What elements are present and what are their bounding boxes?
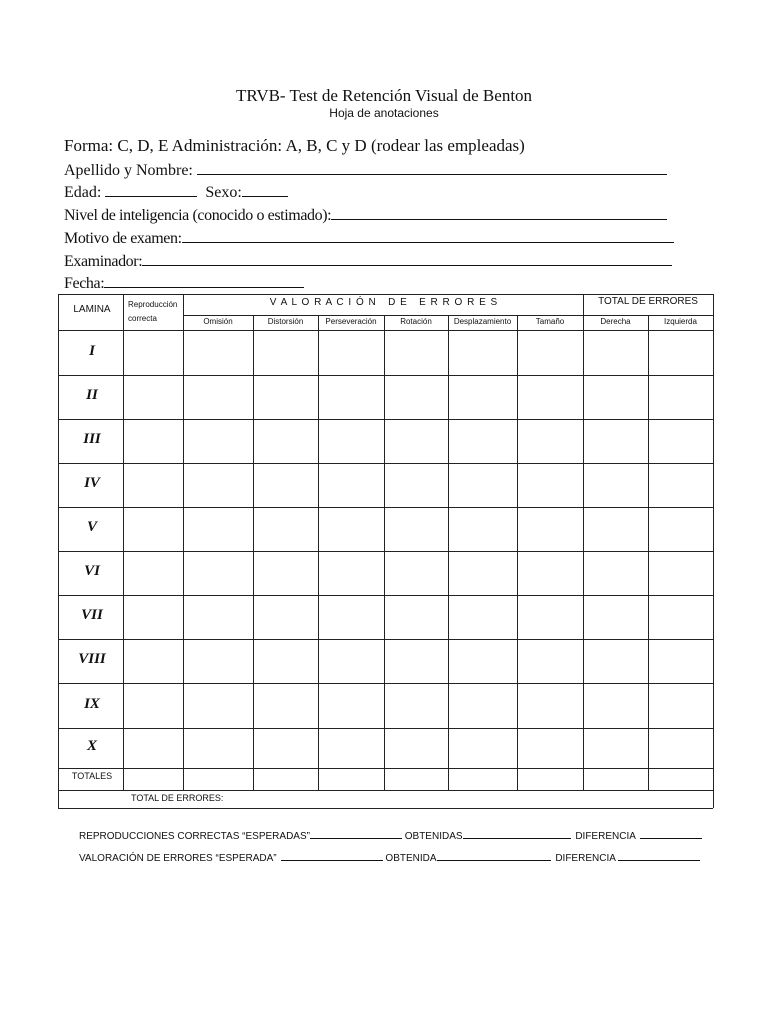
table-cell[interactable]: [585, 332, 646, 373]
table-cell[interactable]: [386, 641, 446, 681]
table-cell[interactable]: [125, 509, 181, 549]
table-cell[interactable]: [255, 770, 316, 788]
table-cell[interactable]: [185, 641, 251, 681]
apellido-label: Apellido y Nombre:: [64, 162, 193, 179]
table-cell[interactable]: [320, 730, 382, 766]
table-cell[interactable]: [386, 685, 446, 726]
table-cell[interactable]: [585, 377, 646, 417]
table-rule: [58, 419, 713, 420]
table-cell[interactable]: [650, 332, 711, 373]
table-cell[interactable]: [519, 332, 581, 373]
table-cell[interactable]: [650, 465, 711, 505]
table-cell[interactable]: [386, 332, 446, 373]
table-cell[interactable]: [519, 421, 581, 461]
table-rule: [58, 375, 713, 376]
table-cell[interactable]: [585, 597, 646, 637]
table-cell[interactable]: [255, 730, 316, 766]
fecha-field[interactable]: [104, 273, 304, 288]
table-cell[interactable]: [585, 509, 646, 549]
esperada-field[interactable]: [281, 851, 383, 861]
table-cell[interactable]: [585, 730, 646, 766]
table-rule: [318, 315, 319, 790]
subheader-izquierda: Izquierda: [664, 317, 697, 326]
reproduccion-header: Reproducción correcta: [128, 300, 178, 323]
table-cell[interactable]: [450, 332, 515, 373]
table-cell[interactable]: [650, 553, 711, 593]
diferencia-field-2[interactable]: [618, 851, 700, 861]
table-cell[interactable]: [519, 509, 581, 549]
table-cell[interactable]: [585, 465, 646, 505]
subheader-derecha: Derecha: [600, 317, 631, 326]
table-rule: [384, 315, 385, 790]
row-label-vi: VI: [84, 563, 100, 579]
table-cell[interactable]: [185, 730, 251, 766]
examinador-field[interactable]: [142, 251, 672, 266]
row-label-iv: IV: [84, 475, 100, 491]
examinador-label: Examinador:: [64, 253, 143, 270]
subheader-perseveración: Perseveración: [325, 317, 377, 326]
table-rule: [58, 728, 713, 729]
valoracion-header: V A L O R A C I Ó N D E E R R O R E S: [269, 297, 499, 308]
row-label-i: I: [89, 342, 95, 359]
table-left-border: [58, 294, 59, 808]
table-cell[interactable]: [650, 770, 711, 788]
table-cell[interactable]: [185, 465, 251, 505]
table-cell[interactable]: [125, 553, 181, 593]
row-label-viii: VIII: [78, 651, 106, 667]
motivo-label: Motivo de examen:: [64, 230, 182, 247]
motivo-field[interactable]: [182, 228, 674, 243]
table-cell[interactable]: [519, 641, 581, 681]
table-cell[interactable]: [450, 597, 515, 637]
table-cell[interactable]: [125, 377, 181, 417]
table-cell[interactable]: [585, 685, 646, 726]
table-cell[interactable]: [320, 332, 382, 373]
subheader-distorsión: Distorsión: [267, 317, 304, 326]
table-cell[interactable]: [650, 730, 711, 766]
table-cell[interactable]: [450, 770, 515, 788]
footer-line-1: REPRODUCCIONES CORRECTAS “ESPERADAS” OBTENIDAS DIFERENCIA: [79, 829, 702, 842]
table-cell[interactable]: [320, 421, 382, 461]
sexo-field[interactable]: [242, 182, 288, 197]
totales-bottom-rule: [58, 790, 713, 791]
table-cell[interactable]: [450, 421, 515, 461]
table-rule: [58, 463, 713, 464]
table-cell[interactable]: [650, 641, 711, 681]
table-cell[interactable]: [450, 685, 515, 726]
row-label-v: V: [86, 519, 97, 535]
table-cell[interactable]: [125, 597, 181, 637]
table-rule: [58, 768, 713, 769]
esperadas-field[interactable]: [310, 829, 402, 839]
table-cell[interactable]: [185, 770, 251, 788]
subheader-desplazamiento: Desplazamiento: [453, 317, 512, 326]
total-errores-label: TOTAL DE ERRORES:: [131, 793, 224, 803]
table-cell[interactable]: [386, 465, 446, 505]
table-cell[interactable]: [320, 685, 382, 726]
table-cell[interactable]: [125, 730, 181, 766]
table-cell[interactable]: [125, 770, 181, 788]
table-cell[interactable]: [650, 377, 711, 417]
table-cell[interactable]: [386, 509, 446, 549]
table-cell[interactable]: [185, 332, 251, 373]
examinador-line: [64, 251, 672, 271]
table-rule: [583, 294, 584, 790]
edad-label: Edad:: [64, 184, 102, 201]
table-top-border: [58, 294, 713, 295]
table-cell[interactable]: [320, 509, 382, 549]
table-cell[interactable]: [585, 421, 646, 461]
table-cell[interactable]: [450, 553, 515, 593]
table-cell[interactable]: [185, 377, 251, 417]
table-rule: [253, 315, 254, 790]
row-label-iii: III: [83, 431, 101, 447]
edad-line: [64, 182, 288, 202]
table-rule: [123, 294, 124, 790]
table-cell[interactable]: [386, 377, 446, 417]
table-cell[interactable]: [185, 685, 251, 726]
page-subtitle: Hoja de anotaciones: [329, 106, 439, 120]
table-cell[interactable]: [519, 465, 581, 505]
table-cell[interactable]: [585, 770, 646, 788]
table-cell[interactable]: [320, 553, 382, 593]
motivo-line: [64, 228, 674, 248]
table-cell[interactable]: [450, 730, 515, 766]
table-rule: [517, 315, 518, 790]
table-cell[interactable]: [255, 641, 316, 681]
table-cell[interactable]: [386, 597, 446, 637]
apellido-field[interactable]: [197, 160, 667, 175]
table-cell[interactable]: [255, 421, 316, 461]
table-right-border: [713, 294, 714, 808]
table-cell[interactable]: [185, 597, 251, 637]
header-divider: [183, 315, 713, 316]
subheader-omisión: Omisión: [203, 317, 233, 326]
subheader-rotación: Rotación: [400, 317, 432, 326]
nivel-field[interactable]: [331, 205, 667, 220]
table-cell[interactable]: [450, 377, 515, 417]
table-cell[interactable]: [255, 553, 316, 593]
table-cell[interactable]: [450, 465, 515, 505]
table-cell[interactable]: [519, 553, 581, 593]
fecha-label: Fecha:: [64, 275, 105, 292]
table-cell[interactable]: [519, 597, 581, 637]
table-rule: [648, 315, 649, 790]
table-cell[interactable]: [320, 641, 382, 681]
table-cell[interactable]: [650, 509, 711, 549]
table-cell[interactable]: [125, 465, 181, 505]
sexo-label: Sexo:: [205, 184, 242, 201]
table-rule: [58, 639, 713, 640]
table-cell[interactable]: [650, 421, 711, 461]
table-rule: [183, 294, 184, 790]
page-title: TRVB- Test de Retención Visual de Benton: [235, 86, 533, 105]
table-cell[interactable]: [255, 597, 316, 637]
table-cell[interactable]: [185, 421, 251, 461]
table-cell[interactable]: [320, 377, 382, 417]
fecha-line: [64, 273, 304, 293]
row-label-vii: VII: [81, 607, 103, 623]
table-cell[interactable]: [386, 421, 446, 461]
row-label-x: X: [86, 738, 97, 754]
nivel-label: Nivel de inteligencia (conocido o estimado):: [64, 207, 332, 224]
obtenidas-field[interactable]: [463, 829, 571, 839]
row-label-ix: IX: [84, 695, 100, 712]
totales-label: TOTALES: [71, 771, 113, 781]
table-cell[interactable]: [386, 553, 446, 593]
table-cell[interactable]: [255, 332, 316, 373]
footer-line-2: VALORACIÓN DE ERRORES “ESPERADA” OBTENIDA DIFERENCIA: [79, 851, 700, 864]
table-cell[interactable]: [519, 770, 581, 788]
table-rule: [58, 595, 713, 596]
table-cell[interactable]: [519, 685, 581, 726]
forma-line: Forma: C, D, E Administración: A, B, C y D (rodear las empleadas): [64, 136, 525, 155]
table-rule: [448, 315, 449, 790]
table-cell[interactable]: [185, 509, 251, 549]
table-cell[interactable]: [255, 377, 316, 417]
table-cell[interactable]: [255, 685, 316, 726]
table-cell[interactable]: [125, 641, 181, 681]
table-rule: [58, 507, 713, 508]
table-rule: [58, 330, 713, 331]
table-cell[interactable]: [450, 641, 515, 681]
row-label-ii: II: [86, 387, 98, 403]
table-cell[interactable]: [386, 730, 446, 766]
nivel-line: [64, 205, 667, 225]
table-cell[interactable]: [519, 377, 581, 417]
table-cell[interactable]: [450, 509, 515, 549]
table-bottom-border: [58, 808, 713, 809]
table-cell[interactable]: [320, 770, 382, 788]
table-cell[interactable]: [386, 770, 446, 788]
table-cell[interactable]: [255, 465, 316, 505]
table-cell[interactable]: [320, 597, 382, 637]
table-cell[interactable]: [125, 421, 181, 461]
table-rule: [58, 551, 713, 552]
table-cell[interactable]: [255, 509, 316, 549]
diferencia-field-1[interactable]: [640, 829, 702, 839]
table-cell[interactable]: [125, 685, 181, 726]
table-cell[interactable]: [185, 553, 251, 593]
apellido-line: [64, 160, 667, 180]
table-cell[interactable]: [650, 685, 711, 726]
total-errores-header: TOTAL DE ERRORES: [598, 296, 698, 307]
table-cell[interactable]: [585, 641, 646, 681]
table-cell[interactable]: [320, 465, 382, 505]
edad-field[interactable]: [105, 182, 197, 197]
subheader-tamaño: Tamaño: [535, 317, 565, 326]
obtenida-field[interactable]: [437, 851, 551, 861]
lamina-header: LAMINA: [73, 304, 111, 315]
table-cell[interactable]: [125, 332, 181, 373]
table-cell[interactable]: [585, 553, 646, 593]
table-cell[interactable]: [650, 597, 711, 637]
table-cell[interactable]: [519, 730, 581, 766]
table-rule: [58, 683, 713, 684]
